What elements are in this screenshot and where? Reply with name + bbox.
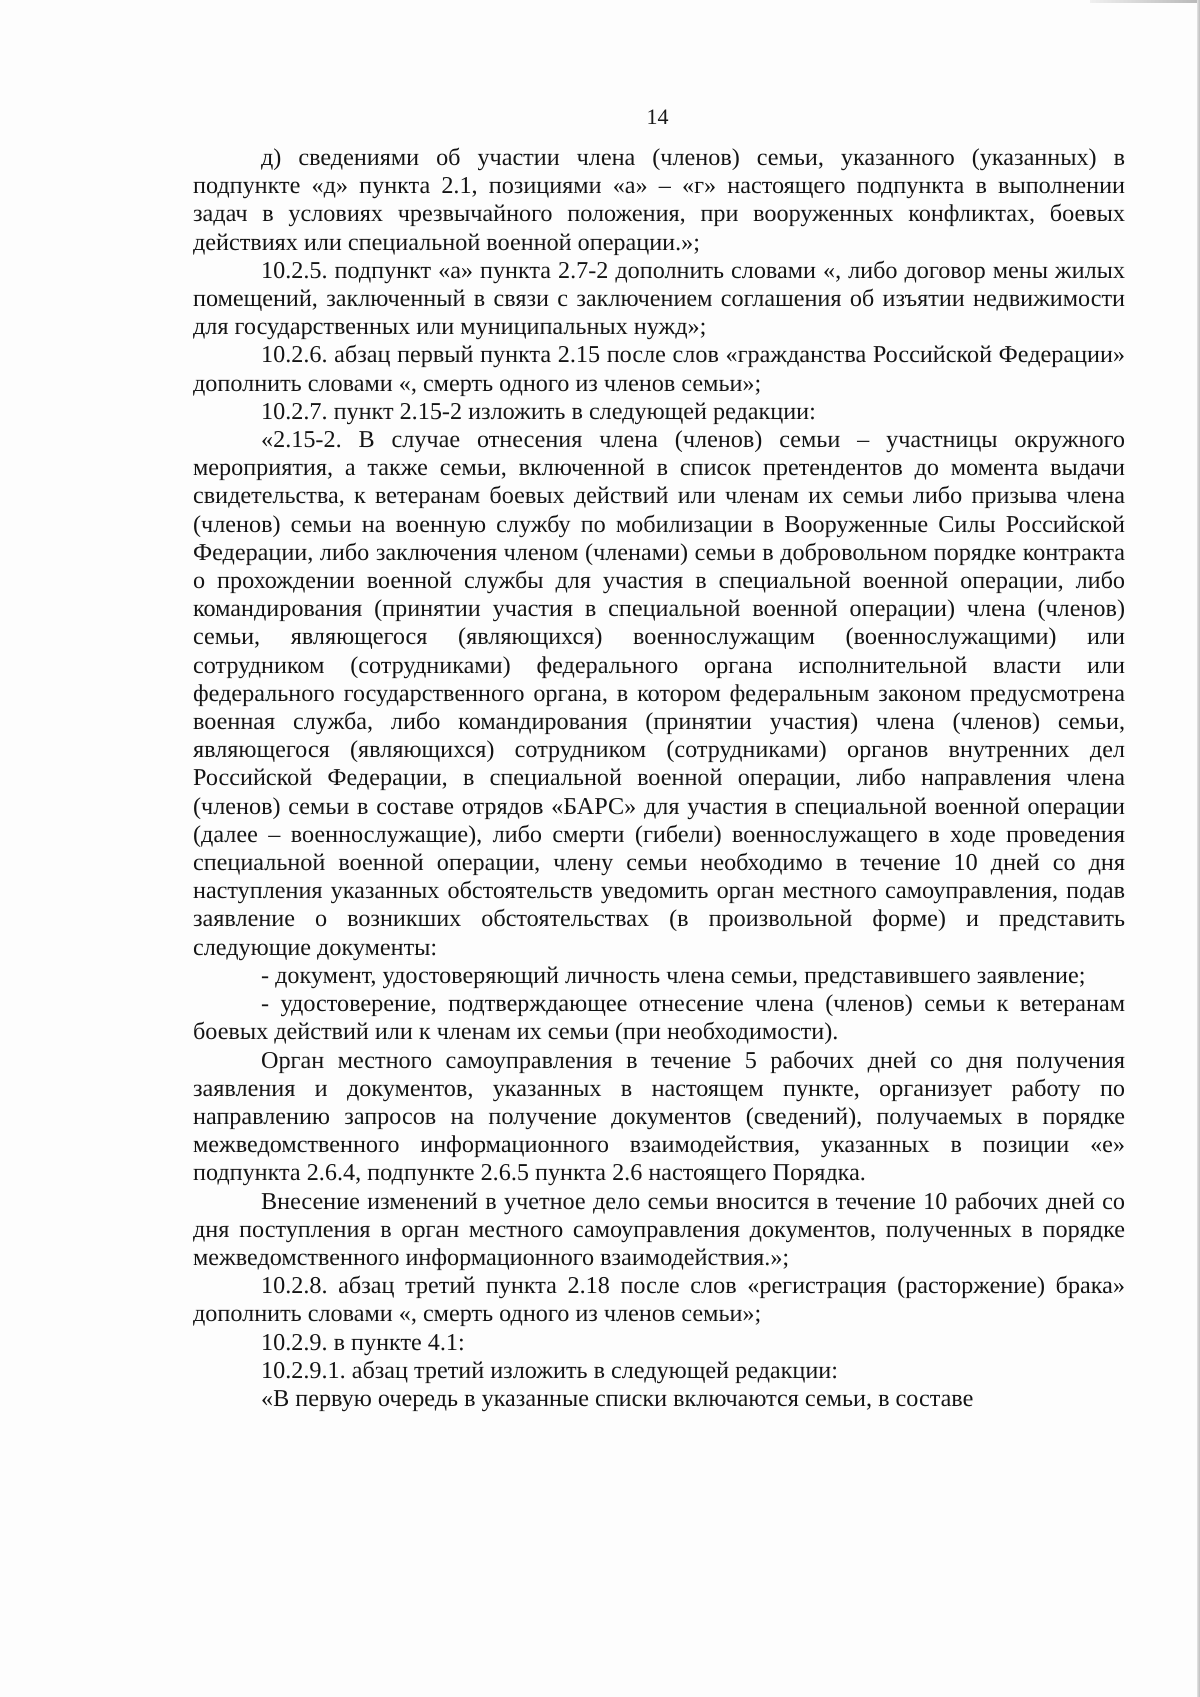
paragraph: 10.2.9. в пункте 4.1: [261, 1328, 465, 1356]
paragraph: 10.2.8. абзац третий пункта 2.18 после слов «регистрация (расторжение) брака» дополнить словами «, смерть одного из членов семьи»; [193, 1272, 1125, 1328]
page-number: 14 [646, 104, 669, 129]
list-item-paragraph: - удостоверение, подтверждающее отнесение члена (членов) семьи к ветеранам боевых действий или к членам их семьи (при необходимости). [193, 990, 1125, 1046]
paragraph: Орган местного самоуправления в течение 5 рабочих дней со дня получения заявления и документов, указанных в настоящем пункте, организует работу по направлению запросов на получение документов (сведений), получаемых в порядке межведомственного информационного взаимодействия, указанных в позиции «е» подпункта 2.6.4, подпункте 2.6.5 пункта 2.6 настоящего Порядка. [193, 1046, 1125, 1187]
paragraph: 10.2.7. пункт 2.15-2 изложить в следующей редакции: [261, 397, 816, 425]
paragraph: «В первую очередь в указанные списки включаются семьи, в составе [261, 1384, 974, 1412]
paragraph: «2.15-2. В случае отнесения члена (членов) семьи – участницы окружного мероприятия, а также семьи, включенной в список претендентов до момента выдачи свидетельства, к ветеранам боевых действий или членам их семьи либо призыва члена (членов) семьи на военную службу по мобилизации в Вооруженные Силы Российской Федерации, либо заключения членом (членами) семьи в добровольном порядке контракта о прохождении военной службы для участия в специальной военной операции, либо командирования (принятии участия в специальной военной операции) члена (членов) семьи, являющегося (являющихся) военнослужащим (военнослужащими) или сотрудником (сотрудниками) федерального органа исполнительной власти или федерального государственного органа, в котором федеральным законом предусмотрена военная служба, либо командирования (принятии участия) члена (членов) семьи, являющегося (являющихся) сотрудником (сотрудниками) органов внутренних дел Российской Федерации, в специальной военной операции, либо направления члена (членов) семьи в составе отрядов «БАРС» для участия в специальной военной операции (далее – военнослужащие), либо смерти (гибели) военнослужащего в ходе проведения специальной военной операции, члену семьи необходимо в течение 10 дней со дня наступления указанных обстоятельств уведомить орган местного самоуправления, подав заявление о возникших обстоятельствах (в произвольной форме) и представить следующие документы: [193, 426, 1125, 961]
paragraph: Внесение изменений в учетное дело семьи вносится в течение 10 рабочих дней со дня поступления в орган местного самоуправления документов, полученных в порядке межведомственного информационного взаимодействия.»; [193, 1187, 1125, 1271]
list-item-paragraph: - документ, удостоверяющий личность члена семьи, представившего заявление; [261, 961, 1086, 989]
paragraph: 10.2.9.1. абзац третий изложить в следующей редакции: [261, 1356, 838, 1384]
document-body [193, 144, 1125, 1413]
paragraph: 10.2.6. абзац первый пункта 2.15 после слов «гражданства Российской Федерации» дополнить словами «, смерть одного из членов семьи»; [193, 341, 1125, 397]
paragraph: д) сведениями об участии члена (членов) семьи, указанного (указанных) в подпункте «д» пункта 2.1, позициями «а» – «г» настоящего подпункта в выполнении задач в условиях чрезвычайного положения, при вооруженных конфликтах, боевых действиях или специальной военной операции.»; [193, 144, 1125, 256]
paragraph: 10.2.5. подпункт «а» пункта 2.7-2 дополнить словами «, либо договор мены жилых помещений, заключенный в связи с заключением соглашения об изъятии недвижимости для государственных или муниципальных нужд»; [193, 256, 1125, 341]
scan-edge-top [1090, 0, 1200, 3]
